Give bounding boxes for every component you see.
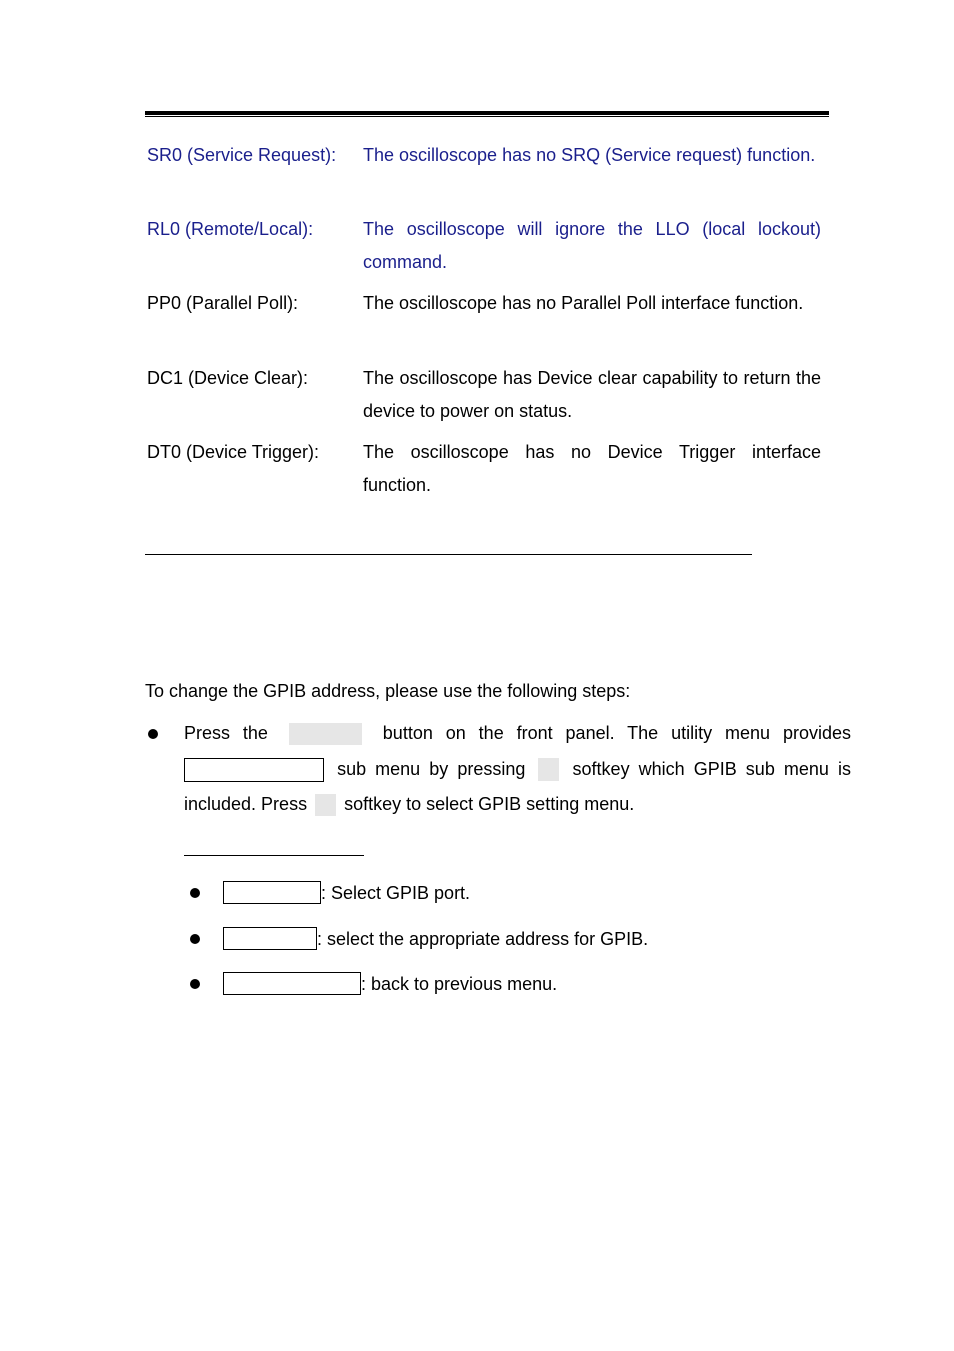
utility-key-box: [289, 723, 362, 745]
definition-description: The oscilloscope has no Parallel Poll interface function.: [363, 293, 804, 313]
step-paragraph: [184, 716, 851, 823]
intro-paragraph: To change the GPIB address, please use the following steps:: [145, 681, 631, 701]
definition-description: The oscilloscope has no Device Trigger interface function.: [363, 442, 821, 495]
step-text: Press the: [184, 723, 268, 743]
step-text: softkey to select GPIB setting menu.: [344, 794, 635, 814]
sub-item-text: : select the appropriate address for GPIB.: [317, 929, 649, 949]
definition-term: DT0 (Device Trigger):: [147, 442, 320, 462]
definition-description: The oscilloscope has no SRQ (Service request) function.: [363, 145, 816, 165]
address-label-box: [223, 927, 317, 950]
softkey-box: [315, 794, 336, 816]
sub-item-address: [223, 927, 648, 951]
bullet-icon: [190, 888, 200, 898]
sub-item-text: : Select GPIB port.: [321, 883, 471, 903]
header-rule-thin: [145, 116, 829, 117]
step-text: softkey which GPIB sub menu is included. Press: [184, 758, 851, 814]
definition-term: RL0 (Remote/Local):: [147, 219, 314, 239]
header-rule: [145, 111, 829, 115]
submenu-heading-rule: [184, 855, 364, 856]
definition-term: PP0 (Parallel Poll):: [147, 293, 299, 313]
submenu-label-box: [184, 758, 324, 782]
bullet-icon: [190, 979, 200, 989]
bullet-icon: [190, 934, 200, 944]
bullet-icon: [148, 729, 158, 739]
step-text: button on the front panel. The utility menu provides: [382, 723, 851, 743]
sub-item-text: : back to previous menu.: [361, 974, 558, 994]
gpib-port-label-box: [223, 881, 321, 904]
softkey-box: [538, 758, 559, 781]
sub-item-previous-menu: [223, 972, 557, 996]
step-text: sub menu by pressing: [337, 758, 526, 779]
definition-term: SR0 (Service Request):: [147, 145, 337, 165]
section-rule: [145, 554, 752, 555]
definition-description: The oscilloscope will ignore the LLO (local lockout) command.: [363, 219, 821, 272]
definition-term: DC1 (Device Clear):: [147, 368, 309, 388]
sub-item-gpib-port: [223, 881, 470, 905]
previous-menu-label-box: [223, 972, 361, 995]
definition-description: The oscilloscope has Device clear capability to return the device to power on status.: [363, 368, 821, 421]
